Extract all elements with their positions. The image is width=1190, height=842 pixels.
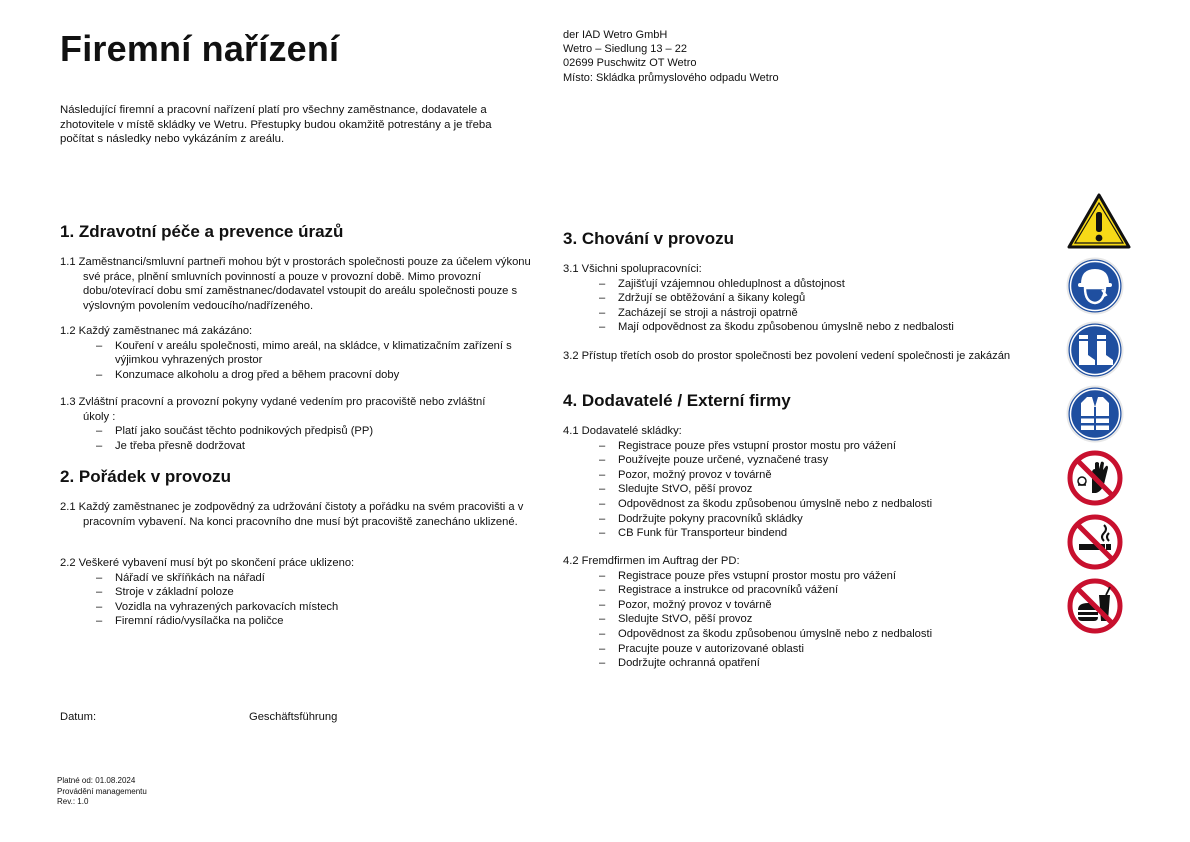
list-item: – Registrace pouze přes vstupní prostor mostu pro vážení — [599, 569, 1023, 584]
address-line: 02699 Puschwitz OT Wetro — [563, 57, 697, 70]
list-item: – Registrace a instrukce od pracovníků vážení — [599, 583, 1023, 598]
bullet-list — [599, 569, 1023, 671]
footer-management: Provádění managementu — [57, 786, 147, 796]
list-item: – Registrace pouze přes vstupní prostor mostu pro vážení — [599, 439, 1023, 454]
address-line: Místo: Skládka průmyslového odpadu Wetro — [563, 71, 779, 84]
list-item: – Dodržujte ochranná opatření — [599, 656, 1023, 671]
list-item: – Firemní rádio/vysílačka na poličce — [96, 614, 520, 629]
list-item: – Pozor, možný provoz v továrně — [599, 468, 1023, 483]
list-item: – Nářadí ve skříňkách na nářadí — [96, 571, 520, 586]
section-heading-4: 4. Dodavatelé / Externí firmy — [563, 391, 791, 410]
bullet-list — [96, 339, 520, 383]
list-item: – Zajišťují vzájemnou ohleduplnost a důstojnost — [599, 277, 1023, 292]
no-entry-hand-icon — [1066, 449, 1124, 507]
paragraph-1-2 — [60, 324, 520, 382]
address-line: der IAD Wetro GmbH — [563, 29, 668, 41]
paragraph-1-1: 1.1 Zaměstnanci/smluvní partneři mohou být v prostorách společnosti pouze za účelem výkonu své práce, plnění smluvních povinností a pouze v provozní době. Mimo provozní dobu/otevírací dobu smí zaměstnanec/dodavatel vstoupit do areálu společnosti pouze s výslovným povolením vedoucího/nadřízeného. — [60, 256, 531, 312]
paragraph-2-1: 2.1 Každý zaměstnanec je zodpovědný za udržování čistoty a pořádku na svém pracovišti a v pracovním vybavení. Na konci pracovního dne musí být pracoviště zanecháno uklizené. — [60, 501, 524, 528]
intro-paragraph: Následující firemní a pracovní nařízení platí pro všechny zaměstnance, dodavatele a zhotovitele v místě skládky ve Wetru. Přestupky budou okamžitě potrestány a je třeba počítat s následky nebo vykázáním z areálu. — [60, 104, 492, 146]
paragraph-label: 4.2 Fremdfirmen im Auftrag der PD: — [563, 555, 740, 567]
footer-valid-from: Platné od: 01.08.2024 — [57, 776, 136, 785]
list-item: – Vozidla na vyhrazených parkovacích místech — [96, 600, 520, 615]
list-item: – Platí jako součást těchto podnikových předpisů (PP) — [96, 424, 520, 439]
bullet-list — [96, 424, 520, 453]
list-item: – Zacházejí se stroji a nástroji opatrně — [599, 306, 1023, 321]
no-smoking-icon — [1066, 513, 1124, 571]
list-item: – Odpovědnost za škodu způsobenou úmyslně nebo z nedbalosti — [599, 497, 1023, 512]
paragraph-label: 1.3 Zvláštní pracovní a provozní pokyny vydané vedením pro pracoviště nebo zvláštní úkoly : — [60, 396, 486, 423]
list-item: – Mají odpovědnost za škodu způsobenou úmyslně nebo z nedbalosti — [599, 320, 1023, 335]
address-line: Wetro – Siedlung 13 – 22 — [563, 43, 687, 56]
list-item: – Kouření v areálu společnosti, mimo areál, na skládce, v klimatizačním zařízení s výjimkou vyhrazených prostor — [96, 339, 520, 368]
list-item: – Konzumace alkoholu a drog před a během pracovní doby — [96, 368, 520, 383]
bullet-list — [599, 277, 1023, 335]
list-item: – Zdržují se obtěžování a šikany kolegů — [599, 291, 1023, 306]
paragraph-label: 3.1 Všichni spolupracovníci: — [563, 263, 702, 275]
helmet-required-icon — [1066, 257, 1124, 315]
list-item: – Odpovědnost za škodu způsobenou úmyslně nebo z nedbalosti — [599, 627, 1023, 642]
paragraph-4-1 — [563, 424, 1023, 541]
paragraph-label: 4.1 Dodavatelé skládky: — [563, 425, 682, 437]
paragraph-3-1 — [563, 262, 1023, 335]
list-item: – Je třeba přesně dodržovat — [96, 439, 520, 454]
safety-boots-required-icon — [1066, 321, 1124, 379]
no-food-drink-icon — [1066, 577, 1124, 635]
section-heading-2: 2. Pořádek v provozu — [60, 467, 231, 486]
paragraph-label: 1.2 Každý zaměstnanec má zakázáno: — [60, 325, 253, 337]
list-item: – CB Funk für Transporteur bindend — [599, 526, 1023, 541]
footer — [57, 776, 147, 808]
list-item: – Sledujte StVO, pěší provoz — [599, 612, 1023, 627]
paragraph-3-2: 3.2 Přístup třetích osob do prostor společnosti bez povolení vedení společnosti je zakázán — [563, 350, 1011, 362]
company-address — [563, 28, 779, 85]
bullet-list — [96, 571, 520, 629]
list-item: – Pozor, možný provoz v továrně — [599, 598, 1023, 613]
paragraph-1-3 — [60, 395, 520, 453]
list-item: – Pracujte pouze v autorizované oblasti — [599, 642, 1023, 657]
list-item: – Sledujte StVO, pěší provoz — [599, 482, 1023, 497]
management-label: Geschäftsführung — [249, 711, 338, 723]
hi-vis-vest-required-icon — [1066, 385, 1124, 443]
warning-icon — [1066, 192, 1132, 250]
footer-revision: Rev.: 1.0 — [57, 797, 89, 806]
page-title: Firemní nařízení — [60, 28, 340, 69]
section-heading-3: 3. Chování v provozu — [563, 229, 734, 248]
date-label: Datum: — [60, 711, 97, 723]
list-item: – Stroje v základní poloze — [96, 585, 520, 600]
list-item: – Používejte pouze určené, vyznačené trasy — [599, 453, 1023, 468]
list-item: – Dodržujte pokyny pracovníků skládky — [599, 512, 1023, 527]
paragraph-4-2 — [563, 554, 1023, 671]
bullet-list — [599, 439, 1023, 541]
paragraph-2-2 — [60, 556, 520, 629]
section-heading-1: 1. Zdravotní péče a prevence úrazů — [60, 222, 344, 241]
paragraph-label: 2.2 Veškeré vybavení musí být po skončení práce uklizeno: — [60, 557, 355, 569]
